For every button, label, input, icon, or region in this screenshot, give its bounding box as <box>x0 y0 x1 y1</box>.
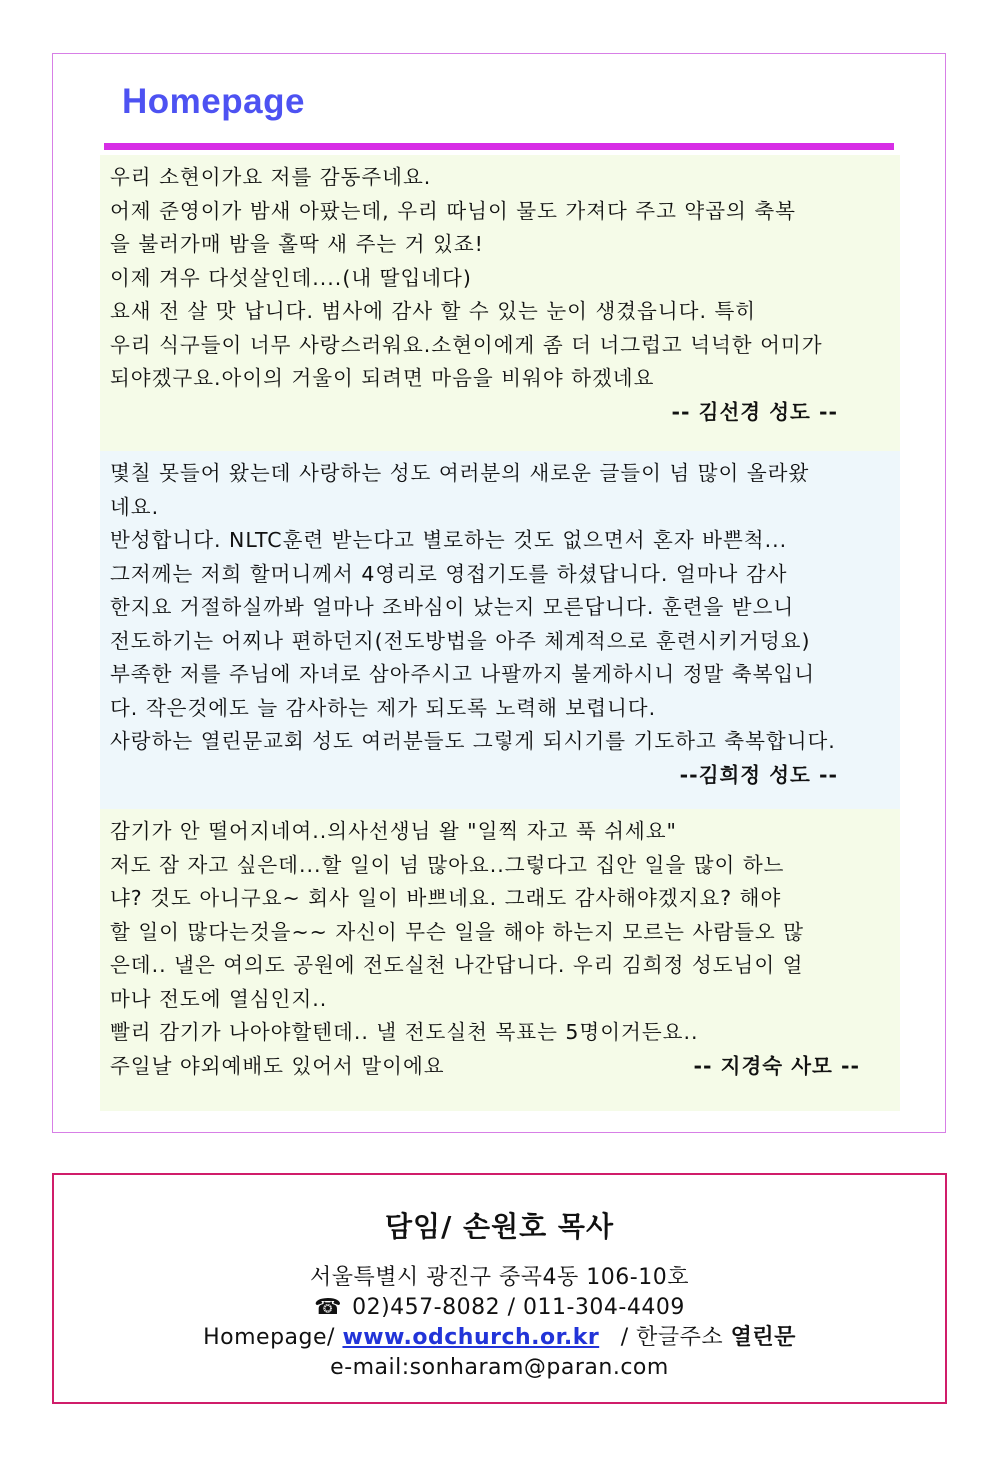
post-author: --김희정 성도 -- <box>679 762 838 787</box>
korean-address: 열린문 <box>730 1325 796 1350</box>
homepage-line <box>54 1323 945 1353</box>
guestbook-post-3 <box>100 809 900 1111</box>
post-line: 되야겠구요.아이의 거울이 되려면 마음을 비워야 하겠네요 <box>110 366 655 390</box>
post-line: 이제 겨우 다섯살인데....(내 딸입네다) <box>110 265 472 290</box>
post-line: 저도 잠 자고 싶은데...할 일이 넘 많아요..그렇다고 집안 일을 많이 하느 <box>110 852 785 877</box>
title-divider <box>104 143 894 150</box>
post-line: 할 일이 많다는것을~~ 자신이 무슨 일을 해야 하는지 모르는 사람들오 많 <box>110 919 804 944</box>
post-line: 요새 전 살 맛 납니다. 범사에 감사 할 수 있는 눈이 생겼읍니다. 특히 <box>110 299 757 323</box>
post-line: 주일날 야외예배도 있어서 말이에요 <box>110 1053 445 1078</box>
homepage-label: Homepage/ <box>203 1325 335 1350</box>
post-line: 은데.. 낼은 여의도 공원에 전도실천 나간답니다. 우리 김희정 성도님이 얼 <box>110 953 804 977</box>
church-info-box <box>52 1173 947 1404</box>
post-author: -- 김선경 성도 -- <box>671 399 838 424</box>
post-line: 빨리 감기가 나아야할텐데.. 낼 전도실천 목표는 5명이거든요.. <box>110 1020 699 1044</box>
post-line: 한지요 거절하실까봐 얼마나 조바심이 났는지 모른답니다. 훈련을 받으니 <box>110 595 795 619</box>
post-line: 다. 작은것에도 늘 감사하는 제가 되도록 노력해 보렵니다. <box>110 695 657 720</box>
phone-line <box>54 1293 945 1323</box>
post-line: 마나 전도에 열심인지.. <box>110 986 328 1011</box>
post-line: 우리 소현이가요 저를 감동주네요. <box>110 165 432 189</box>
post-line: 그저께는 저희 할머니께서 4영리로 영접기도를 하셨답니다. 얼마나 감사 <box>110 561 788 586</box>
post-last-line <box>110 1050 888 1084</box>
post-line: 어제 준영이가 밤새 아팠는데, 우리 따님이 물도 가져다 주고 약곱의 축복 <box>110 198 796 223</box>
homepage-link[interactable]: www.odchurch.or.kr <box>342 1325 600 1350</box>
phone-numbers: 02)457-8082 / 011-304-4409 <box>352 1295 685 1320</box>
contact-block <box>54 1263 945 1383</box>
post-line: 을 불러가매 밤을 홀딱 새 주는 거 있죠! <box>110 232 484 256</box>
korean-address-label: / 한글주소 <box>620 1325 724 1350</box>
post-line: 부족한 저를 주님에 자녀로 삼아주시고 나팔까지 불게하시니 정말 축복입니 <box>110 662 816 686</box>
email-address: e-mail:sonharam@paran.com <box>330 1355 669 1380</box>
church-address: 서울특별시 광진구 중곡4동 106-10호 <box>310 1265 689 1290</box>
post-line: 전도하기는 어찌나 편하던지(전도방법을 아주 체계적으로 훈련시키거덩요) <box>110 628 811 653</box>
pastor-name: 담임/ 손원호 목사 <box>384 1210 615 1243</box>
post-line: 몇칠 못들어 왔는데 사랑하는 성도 여러분의 새로운 글들이 넘 많이 올라왔 <box>110 461 810 485</box>
post-line: 감기가 안 떨어지네여..의사선생님 왈 "일찍 자고 푹 쉬세요" <box>110 819 677 843</box>
page-title: Homepage <box>122 82 305 121</box>
guestbook-post-1 <box>100 155 900 451</box>
phone-icon: ☎ <box>314 1295 343 1320</box>
post-line: 네요. <box>110 494 160 519</box>
post-line: 냐? 것도 아니구요~ 회사 일이 바쁘네요. 그래도 감사해야겠지요? 해야 <box>110 886 782 910</box>
post-line: 사랑하는 열린문교회 성도 여러분들도 그렇게 되시기를 기도하고 축복합니다. <box>110 729 836 753</box>
post-author: -- 지경숙 사모 -- <box>693 1053 860 1078</box>
guestbook-post-2 <box>100 451 900 809</box>
post-line: 반성합니다. NLTC훈련 받는다고 별로하는 것도 없으면서 혼자 바쁜척... <box>110 528 788 552</box>
post-line: 우리 식구들이 너무 사랑스러워요.소현이에게 좀 더 너그럽고 넉넉한 어미가 <box>110 332 823 357</box>
